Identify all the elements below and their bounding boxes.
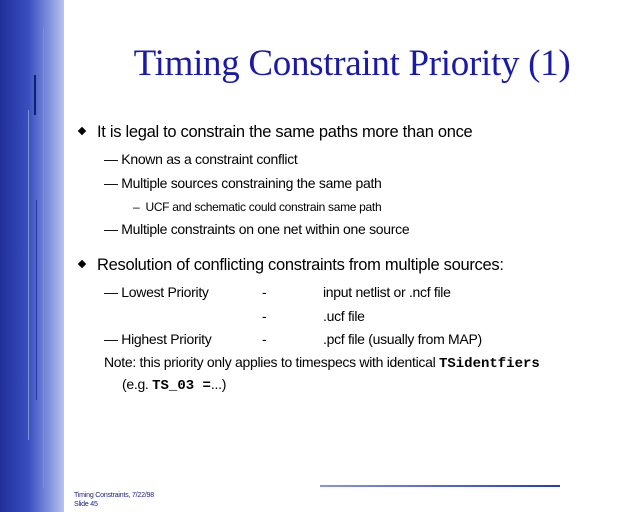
dash-marker: — <box>104 175 118 191</box>
sidebar-line <box>36 200 37 400</box>
sidebar-line <box>34 75 36 115</box>
sub-item <box>104 221 409 237</box>
note-line <box>104 354 540 372</box>
priority-row <box>104 284 209 300</box>
sub-item-text: Multiple constraints on one net within one source <box>121 221 410 237</box>
bullet-1 <box>79 123 472 142</box>
dash-marker: — <box>104 284 118 300</box>
priority-value: input netlist or .ncf file <box>323 284 451 300</box>
sidebar-line <box>28 110 29 440</box>
note-example-line <box>122 376 226 394</box>
dash-marker: — <box>104 151 118 167</box>
priority-value: .pcf file (usually from MAP) <box>323 331 482 347</box>
diamond-bullet-icon <box>78 127 86 135</box>
slide-title: Timing Constraint Priority (1) <box>133 43 571 84</box>
slide-sidebar <box>0 0 64 512</box>
note-code: TS_03 = <box>152 378 211 394</box>
sidebar-line <box>43 28 44 488</box>
note-code: TSidentfiers <box>438 356 540 372</box>
footer-rule <box>320 485 560 487</box>
priority-value: .ucf file <box>323 308 365 324</box>
dash-marker: — <box>104 221 118 237</box>
sub-sub-item-text: UCF and schematic could constrain same path <box>145 200 382 214</box>
footer-slide-number: Slide 45 <box>74 501 98 508</box>
note-text: ...) <box>210 376 227 392</box>
dash-marker: – <box>133 200 140 214</box>
sub-item <box>104 151 298 167</box>
sub-item-text: Known as a constraint conflict <box>121 151 298 167</box>
footer-date: Timing Constraints, 7/22/98 <box>74 492 154 499</box>
bullet-2-text: Resolution of conflicting constraints from multiple sources: <box>97 256 504 274</box>
priority-label: Lowest Priority <box>121 284 209 300</box>
priority-separator: - <box>262 331 267 347</box>
note-text: Note: this priority only applies to timespecs with identical <box>104 354 439 370</box>
bullet-1-text: It is legal to constrain the same paths more than once <box>97 123 473 141</box>
priority-separator: - <box>262 284 267 300</box>
sub-item-text: Multiple sources constraining the same path <box>121 175 382 191</box>
sub-sub-item <box>133 200 381 214</box>
diamond-bullet-icon <box>78 260 86 268</box>
priority-row <box>104 331 211 347</box>
priority-label: Highest Priority <box>121 331 212 347</box>
bullet-2 <box>79 256 504 275</box>
sub-item <box>104 175 382 191</box>
dash-marker: — <box>104 331 118 347</box>
priority-separator: - <box>262 308 267 324</box>
note-text: (e.g. <box>122 376 153 392</box>
